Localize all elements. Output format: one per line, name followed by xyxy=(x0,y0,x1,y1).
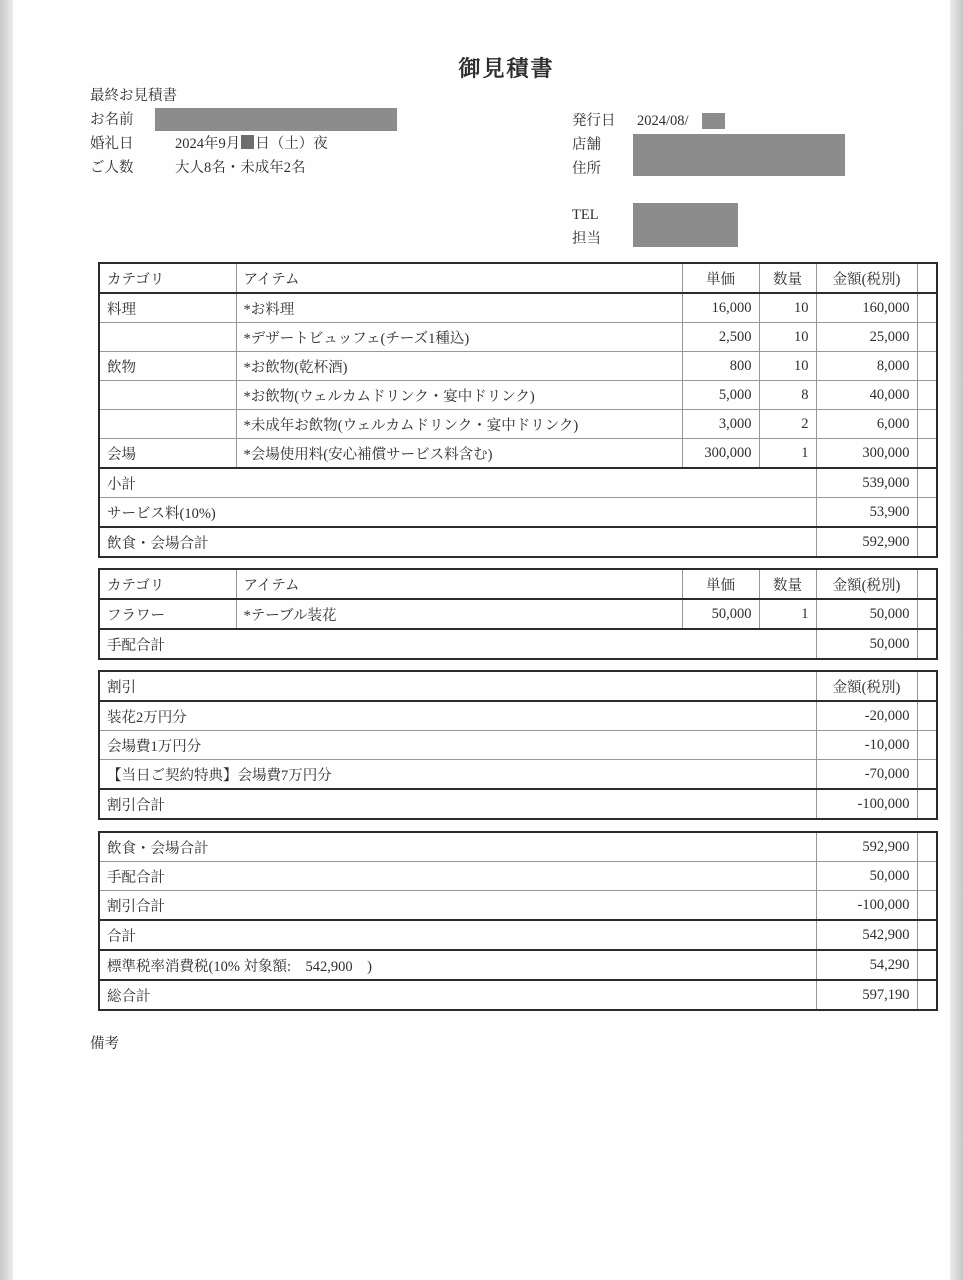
table-header-row xyxy=(99,263,937,293)
col-unit-price: 単価 xyxy=(682,569,759,599)
subtotal-amount: 539,000 xyxy=(816,468,917,498)
cell-quantity: 10 xyxy=(759,352,816,381)
cell-category xyxy=(99,381,236,410)
subtotal-label: 小計 xyxy=(99,468,816,498)
wedding-date-value xyxy=(175,134,328,154)
arrangement-total-row xyxy=(99,629,937,659)
grand-label: 手配合計 xyxy=(99,862,816,891)
food-venue-total-amount: 592,900 xyxy=(816,527,917,557)
grand-total-amount: 597,190 xyxy=(816,980,917,1010)
discount-table xyxy=(98,670,938,820)
discount-label: 会場費1万円分 xyxy=(99,731,816,760)
table-row xyxy=(99,381,937,410)
cell-quantity: 10 xyxy=(759,323,816,352)
cell-amount: 50,000 xyxy=(816,599,917,629)
arrangement-total-amount: 50,000 xyxy=(816,629,917,659)
service-fee-amount: 53,900 xyxy=(816,498,917,528)
cell-unit-price: 3,000 xyxy=(682,410,759,439)
cell-item: *お飲物(ウェルカムドリンク・宴中ドリンク) xyxy=(236,381,682,410)
cell-category: 会場 xyxy=(99,439,236,469)
subtotal-row xyxy=(99,468,937,498)
cell-item: *テーブル装花 xyxy=(236,599,682,629)
discount-total-amount: -100,000 xyxy=(816,789,917,819)
col-quantity: 数量 xyxy=(759,263,816,293)
notes-label: 備考 xyxy=(90,1036,119,1052)
grand-row xyxy=(99,832,937,862)
issue-date-label: 発行日 xyxy=(572,113,616,129)
cell-amount: 6,000 xyxy=(816,410,917,439)
table-row xyxy=(99,599,937,629)
grand-amount: -100,000 xyxy=(816,891,917,921)
table-row xyxy=(99,439,937,469)
service-fee-row xyxy=(99,498,937,528)
redacted-wedding-day xyxy=(241,135,254,149)
total-label: 合計 xyxy=(99,920,816,950)
wedding-date-label: 婚礼日 xyxy=(90,136,134,152)
tax-row xyxy=(99,950,937,980)
doc-type-label: 最終お見積書 xyxy=(90,88,177,104)
col-category: カテゴリ xyxy=(99,569,236,599)
grand-label: 割引合計 xyxy=(99,891,816,921)
redacted-name xyxy=(155,108,397,131)
discount-amount: -20,000 xyxy=(816,701,917,731)
table-row xyxy=(99,293,937,323)
cell-amount: 300,000 xyxy=(816,439,917,469)
cell-unit-price: 16,000 xyxy=(682,293,759,323)
cell-item: *会場使用料(安心補償サービス料含む) xyxy=(236,439,682,469)
cell-amount: 160,000 xyxy=(816,293,917,323)
col-unit-price: 単価 xyxy=(682,263,759,293)
photo-edge-right xyxy=(950,0,963,1280)
discount-row xyxy=(99,760,937,790)
grand-row xyxy=(99,862,937,891)
issue-date-value: 2024/08/ xyxy=(637,113,689,129)
cell-quantity: 8 xyxy=(759,381,816,410)
col-item: アイテム xyxy=(236,569,682,599)
discount-row xyxy=(99,731,937,760)
name-label: お名前 xyxy=(90,112,134,128)
discount-amount-header: 金額(税別) xyxy=(816,671,917,701)
total-amount: 542,900 xyxy=(816,920,917,950)
cell-unit-price: 800 xyxy=(682,352,759,381)
cell-amount: 8,000 xyxy=(816,352,917,381)
discount-label: 装花2万円分 xyxy=(99,701,816,731)
cell-item: *お飲物(乾杯酒) xyxy=(236,352,682,381)
discount-header-label: 割引 xyxy=(99,671,816,701)
table-header-row xyxy=(99,569,937,599)
col-item: アイテム xyxy=(236,263,682,293)
cell-item: *デザートビュッフェ(チーズ1種込) xyxy=(236,323,682,352)
wedding-date-after: 日（土）夜 xyxy=(255,136,328,152)
discount-label: 【当日ご契約特典】会場費7万円分 xyxy=(99,760,816,790)
cell-unit-price: 2,500 xyxy=(682,323,759,352)
staff-label: 担当 xyxy=(572,231,601,247)
food-venue-table xyxy=(98,262,938,558)
table-row xyxy=(99,323,937,352)
service-fee-label: サービス料(10%) xyxy=(99,498,816,528)
guests-value: 大人8名・未成年2名 xyxy=(175,160,306,176)
grand-label: 飲食・会場合計 xyxy=(99,832,816,862)
cell-quantity: 1 xyxy=(759,599,816,629)
col-amount: 金額(税別) xyxy=(816,263,917,293)
redacted-store-address xyxy=(633,134,845,176)
address-label: 住所 xyxy=(572,161,601,177)
grand-amount: 50,000 xyxy=(816,862,917,891)
tax-label: 標準税率消費税(10% 対象額: 542,900 ) xyxy=(99,950,816,980)
cell-category xyxy=(99,410,236,439)
redacted-tel-staff xyxy=(633,203,738,247)
redacted-issue-day xyxy=(702,113,725,129)
table-row xyxy=(99,410,937,439)
discount-total-row xyxy=(99,789,937,819)
grand-total-label: 総合計 xyxy=(99,980,816,1010)
grand-total-table xyxy=(98,831,938,1011)
cell-quantity: 10 xyxy=(759,293,816,323)
col-category: カテゴリ xyxy=(99,263,236,293)
cell-quantity: 1 xyxy=(759,439,816,469)
cell-unit-price: 50,000 xyxy=(682,599,759,629)
cell-category: 料理 xyxy=(99,293,236,323)
discount-row xyxy=(99,701,937,731)
grand-row xyxy=(99,891,937,921)
col-amount: 金額(税別) xyxy=(816,569,917,599)
food-venue-total-label: 飲食・会場合計 xyxy=(99,527,816,557)
col-end-spacer xyxy=(917,263,937,293)
col-quantity: 数量 xyxy=(759,569,816,599)
discount-header-row xyxy=(99,671,937,701)
arrangement-table xyxy=(98,568,938,660)
discount-total-label: 割引合計 xyxy=(99,789,816,819)
total-row xyxy=(99,920,937,950)
photo-edge-left xyxy=(0,0,13,1280)
wedding-date-before: 2024年9月 xyxy=(175,136,241,152)
grand-total-row xyxy=(99,980,937,1010)
cell-category xyxy=(99,323,236,352)
food-venue-total-row xyxy=(99,527,937,557)
store-label: 店舗 xyxy=(572,137,601,153)
cell-unit-price: 300,000 xyxy=(682,439,759,469)
cell-category: フラワー xyxy=(99,599,236,629)
arrangement-total-label: 手配合計 xyxy=(99,629,816,659)
guests-label: ご人数 xyxy=(90,160,134,176)
cell-item: *未成年お飲物(ウェルカムドリンク・宴中ドリンク) xyxy=(236,410,682,439)
cell-amount: 40,000 xyxy=(816,381,917,410)
cell-unit-price: 5,000 xyxy=(682,381,759,410)
grand-amount: 592,900 xyxy=(816,832,917,862)
estimate-page xyxy=(13,0,950,1280)
cell-item: *お料理 xyxy=(236,293,682,323)
cell-category: 飲物 xyxy=(99,352,236,381)
cell-quantity: 2 xyxy=(759,410,816,439)
table-row xyxy=(99,352,937,381)
tax-amount: 54,290 xyxy=(816,950,917,980)
discount-amount: -70,000 xyxy=(816,760,917,790)
page-title: 御見積書 xyxy=(458,56,555,81)
discount-amount: -10,000 xyxy=(816,731,917,760)
cell-amount: 25,000 xyxy=(816,323,917,352)
tel-label: TEL xyxy=(572,207,599,223)
